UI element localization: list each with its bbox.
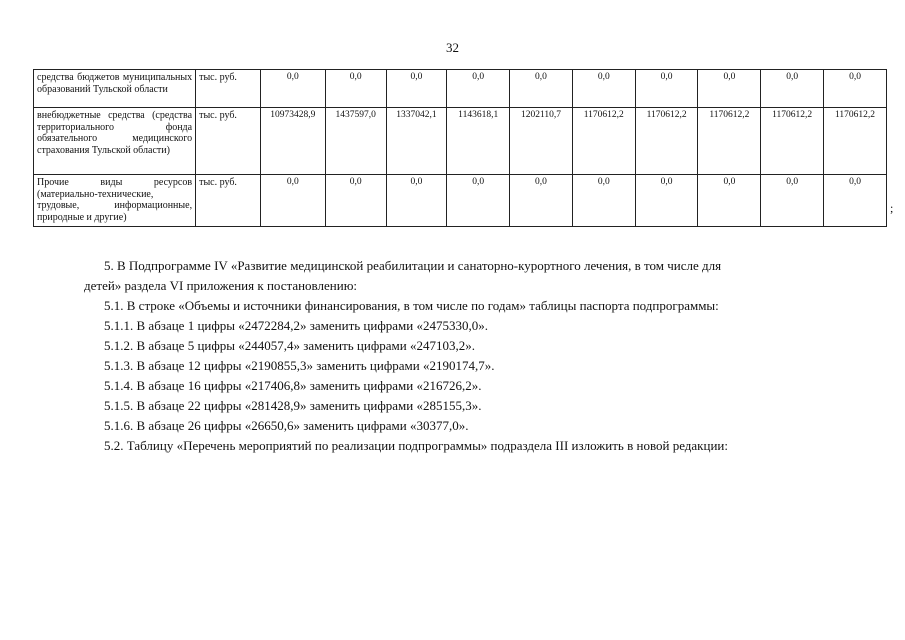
paragraph-5-line-2: детей» раздела VI приложения к постановлению: [84, 278, 358, 293]
table-cell: 0,0 [761, 175, 824, 227]
table-cell: 0,0 [510, 70, 573, 108]
table-row [34, 108, 887, 175]
table-cell: 1170612,2 [635, 108, 698, 175]
table-cell: 0,0 [260, 70, 325, 108]
table-cell: 10973428,9 [260, 108, 325, 175]
page-number: 32 [446, 40, 459, 55]
table-cell: 0,0 [386, 70, 447, 108]
document-body [84, 256, 844, 456]
table-cell: 0,0 [635, 175, 698, 227]
paragraph-5-1: 5.1. В строке «Объемы и источники финансирования, в том числе по годам» таблицы паспорта подпрограммы: [104, 298, 719, 313]
paragraph-5-1-1: 5.1.1. В абзаце 1 цифры «2472284,2» заменить цифрами «2475330,0». [104, 318, 488, 333]
row-unit: тыс. руб. [196, 175, 261, 227]
row-description: Прочие виды ресурсов (материально-технические, трудовые, информационные, природные и другие) [34, 175, 196, 227]
row-unit: тыс. руб. [196, 108, 261, 175]
table-cell: 0,0 [761, 70, 824, 108]
paragraph-5-2: 5.2. Таблицу «Перечень мероприятий по реализации подпрограммы» подраздела III изложить в новой редакции: [104, 438, 728, 453]
paragraph-5-1-4: 5.1.4. В абзаце 16 цифры «217406,8» заменить цифрами «216726,2». [104, 378, 482, 393]
table-cell: 1170612,2 [572, 108, 635, 175]
table-row [34, 70, 887, 108]
financing-table [33, 69, 887, 227]
table-cell: 1170612,2 [824, 108, 887, 175]
paragraph-5-1-3: 5.1.3. В абзаце 12 цифры «2190855,3» заменить цифрами «2190174,7». [104, 358, 495, 373]
paragraph-5-1-6: 5.1.6. В абзаце 26 цифры «26650,6» заменить цифрами «30377,0». [104, 418, 469, 433]
row-description: средства бюджетов муниципальных образований Тульской области [34, 70, 196, 108]
table-cell: 1337042,1 [386, 108, 447, 175]
table-cell: 0,0 [325, 70, 386, 108]
paragraph-5-line-1: 5. В Подпрограмме IV «Развитие медицинской реабилитации и санаторно-курортного лечения, в том числе для [104, 258, 722, 273]
table-cell: 0,0 [325, 175, 386, 227]
table-cell: 0,0 [260, 175, 325, 227]
table-cell: 0,0 [698, 70, 761, 108]
row-unit: тыс. руб. [196, 70, 261, 108]
table-cell: 0,0 [510, 175, 573, 227]
table-cell: 0,0 [698, 175, 761, 227]
table-cell: 1170612,2 [698, 108, 761, 175]
table-cell: 1170612,2 [761, 108, 824, 175]
table-row [34, 175, 887, 227]
table-cell: 1143618,1 [447, 108, 510, 175]
paragraph-5-1-2: 5.1.2. В абзаце 5 цифры «244057,4» заменить цифрами «247103,2». [104, 338, 475, 353]
table-cell: 0,0 [572, 175, 635, 227]
table-cell: 1437597,0 [325, 108, 386, 175]
table-cell: 0,0 [824, 175, 887, 227]
table-trailing-semicolon: ; [890, 201, 894, 215]
table-cell: 0,0 [447, 70, 510, 108]
table-cell: 0,0 [824, 70, 887, 108]
table-cell: 0,0 [635, 70, 698, 108]
paragraph-5-1-5: 5.1.5. В абзаце 22 цифры «281428,9» заменить цифрами «285155,3». [104, 398, 482, 413]
table-cell: 0,0 [386, 175, 447, 227]
table-cell: 1202110,7 [510, 108, 573, 175]
table-cell: 0,0 [572, 70, 635, 108]
table-cell: 0,0 [447, 175, 510, 227]
row-description: внебюджетные средства (средства территориального фонда обязательного медицинского страхования Тульской области) [34, 108, 196, 175]
paragraph-5 [84, 256, 844, 296]
